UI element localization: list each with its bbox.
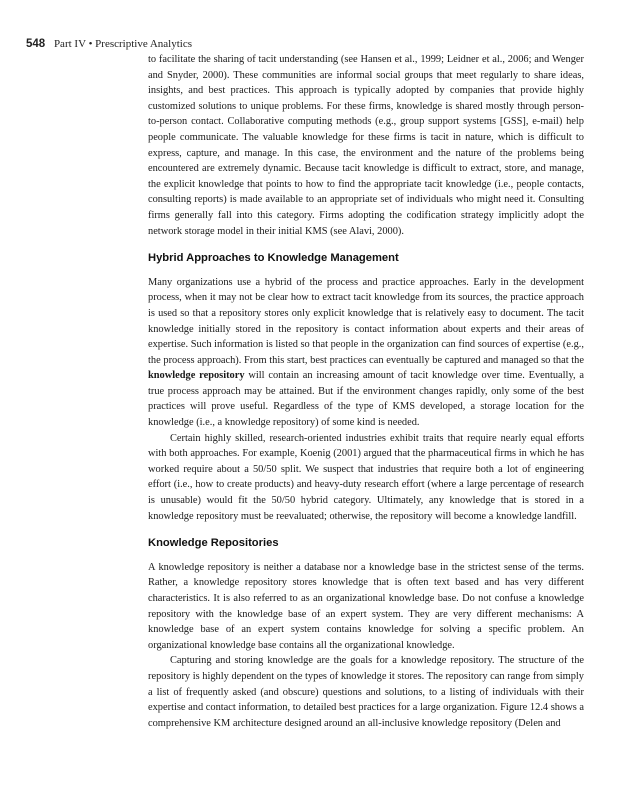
paragraph-text: Many organizations use a hybrid of the process and practice approaches. Early in the development process, when it may not be clear how to extract tacit knowledge from its sources, the practice approach is used so that a repository stores only explicit knowledge that is relatively easy to document. The tacit knowledge initially stored in the repository is contact information about experts and their areas of expertise. Such information is listed so that people in the organization can find sources of expertise (e.g., the process approach). From this start, best practices can eventually be captured and managed so that the bbox=[148, 276, 584, 366]
page-number: 548 bbox=[26, 38, 46, 50]
body-text bbox=[148, 52, 584, 731]
paragraph-text: will contain an increasing amount of tacit knowledge over time. Eventually, a true process approach may be attained. But if the environment changes rapidly, only some of the best practices will prove useful. Regardless of the type of KMS developed, a storage location for the knowledge (i.e., a knowledge repository) of some kind is needed. bbox=[148, 370, 584, 429]
paragraph-hybrid-1 bbox=[148, 275, 584, 431]
bold-term-knowledge-repository: knowledge repository bbox=[148, 370, 245, 382]
running-title: Part IV • Prescriptive Analytics bbox=[53, 38, 193, 50]
paragraph-repositories-2: Capturing and storing knowledge are the goals for a knowledge repository. The structure of the repository is highly dependent on the types of knowledge it stores. The repository can range from simply a list of frequently asked (and obscure) questions and solutions, to a listing of individuals with their expertise and contact information, to detailed best practices for a large organization. Figure 12.4 shows a comprehensive KM architecture designed around an all-inclusive knowledge repository (Delen and bbox=[148, 655, 584, 729]
paragraph-repositories-1: A knowledge repository is neither a database nor a knowledge base in the strictest sense of the terms. Rather, a knowledge repository stores knowledge that is often text based and has very different characteristics. It is also referred to as an organizational knowledge base. Do not confuse a knowledge repository with the knowledge base of an expert system. They are very different mechanisms: A knowledge base of an expert system contains knowledge for solving a specific problem. An organizational knowledge base contains all the organizational knowledge. bbox=[148, 561, 584, 651]
paragraph-hybrid-2: Certain highly skilled, research-oriented industries exhibit traits that require nearly equal efforts with both approaches. For example, Koenig (2001) argued that the pharmaceutical firms in which he has worked require about a 50/50 split. We suspect that industries that require both a lot of engineering effort (i.e., how to create products) and heavy-duty research effort (where a large percentage of research is unusable) would fit the 50/50 hybrid category. Ultimately, any knowledge that is stored in a knowledge repository must be reevaluated; otherwise, the repository will become a knowledge landfill. bbox=[148, 432, 584, 522]
section-heading-hybrid: Hybrid Approaches to Knowledge Management bbox=[148, 252, 399, 265]
running-header bbox=[26, 38, 192, 50]
paragraph-continued: to facilitate the sharing of tacit understanding (see Hansen et al., 1999; Leidner et al., 2006; and Wenger and Snyder, 2000). These communities are informal social groups that meet regularly to share ideas, insights, and best practices. This approach is typically adopted by companies that provide highly customized solutions to unique problems. For these firms, knowledge is shared mostly through person-to-person contact. Collaborative computing methods (e.g., group support systems [GSS], e-mail) help people communicate. The valuable knowledge for these firms is tacit in nature, which is difficult to express, capture, and manage. In this case, the environment and the nature of the problems being encountered are extremely dynamic. Because tacit knowledge is difficult to extract, store, and manage, the explicit knowledge that points to how to find the appropriate tacit knowledge (i.e., people contacts, consulting reports) is made available to an appropriate set of individuals who might need it. Consulting firms generally fall into this category. Firms adopting the codification strategy implicitly adopt the network storage model in their initial KMS (see Alavi, 2000). bbox=[148, 54, 584, 237]
section-heading-repositories: Knowledge Repositories bbox=[148, 537, 279, 550]
